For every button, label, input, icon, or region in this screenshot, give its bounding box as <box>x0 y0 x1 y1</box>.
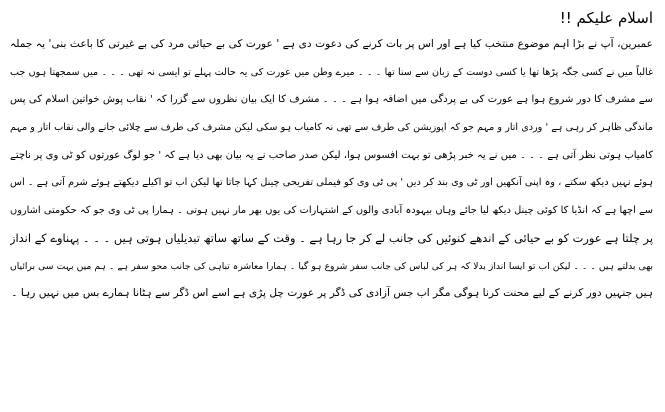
paragraph-line-7: سے اچھا ہے کہ انڈیا کا کوئی چینل دیکھ لیا جائے وہاں بیہودہ آبادی والوں کے اشتہارات کی یوں بھر مار نہیں ہوتی ۔ ہمارا پی ٹی وی جو کہ حکومتی اشاروں <box>10 205 653 217</box>
paragraph-line-6: ہوئے نہیں دیکھ سکتے ، وہ اپنی آنکھیں اور ٹی وی بند کر دیں ' پی ٹی وی کو فیملی تفریحی چینل کہا جاتا تھا لیکن اب تو اکیلے دیکھتے ہوئے شرم آتی ہے ۔ اس <box>10 177 653 189</box>
paragraph-line-10: ہیں جنہیں دور کرنے کے لیے محنت کرنا ہوگی مگر اب جس آزادی کی ڈگر پر عورت چل پڑی ہے اسے اس ڈگر سے ہٹانا ہمارے بس میں نہیں رہا ۔ <box>11 287 653 300</box>
greeting-line: اسلام علیکم !! <box>559 9 653 27</box>
paragraph-line-8: پر چلتا ہے عورت کو بے حیائی کے اندھے کنوئیں کی جانب لے کر جا رہا ہے ۔ وقت کے ساتھ ساتھ تبدیلیاں ہوتی ہیں ۔ ۔ ۔ پہناوے کے انداز <box>10 230 653 245</box>
paragraph-line-5: کامیاب ہوتی نظر آتی ہے ۔ ۔ ۔ میں نے یہ خبر پڑھی تو بہت افسوس ہوا، لیکن صدر صاحب نے یہ بیان بھی دیا ہے کہ ' جو لوگ عورتوں کو ٹی وی پر ناچتے <box>10 149 653 161</box>
paragraph-line-3: سے مشرف کا دور شروع ہوا ہے عورت کی بے پردگی میں اضافہ ہوا ہے ۔ ۔ ۔ مشرف کا ایک بیان نظروں سے گزرا کہ ' نقاب پوش خواتین اسلام کی پس <box>10 94 653 106</box>
paragraph-line-2: غالباً میں نے کسی جگہ پڑھا تھا یا کسی دوست کے زبان سے سنا تھا ۔ ۔ ۔ میرے وطن میں عورت کی یہ حالت پہلے تو ایسی نہ تھی ۔ ۔ ۔ میں سمجھتا ہوں جب <box>10 66 653 78</box>
paragraph-line-9: بھی بدلتے ہیں ۔ ۔ ۔ لیکن اب تو ایسا انداز بدلا کہ ہر کی لباس کی جانب سفر شروع ہو گیا ۔ ہمارا معاشرہ تباہی کی جانب محو سفر ہے ۔ ہم میں بہت سی برائیاں <box>10 260 653 272</box>
paragraph-line-1: عمبرین، آپ نے بڑا اہم موضوع منتخب کیا ہے اور اس پر بات کرنے کی دعوت دی ہے ' عورت کی بے حیائی مرد کی بے غیرتی کا باعث بنی' یہ جملہ <box>10 38 653 50</box>
paragraph-line-4: ماندگی ظاہر کر رہی ہے ' وردی اتار و مہم جو کہ اپوزیشن کی طرف سے تھی نہ کامیاب ہو سکی لیکن مشرف کی طرف سے چلائی جانے والی نقاب اتار و مہم <box>10 122 653 134</box>
